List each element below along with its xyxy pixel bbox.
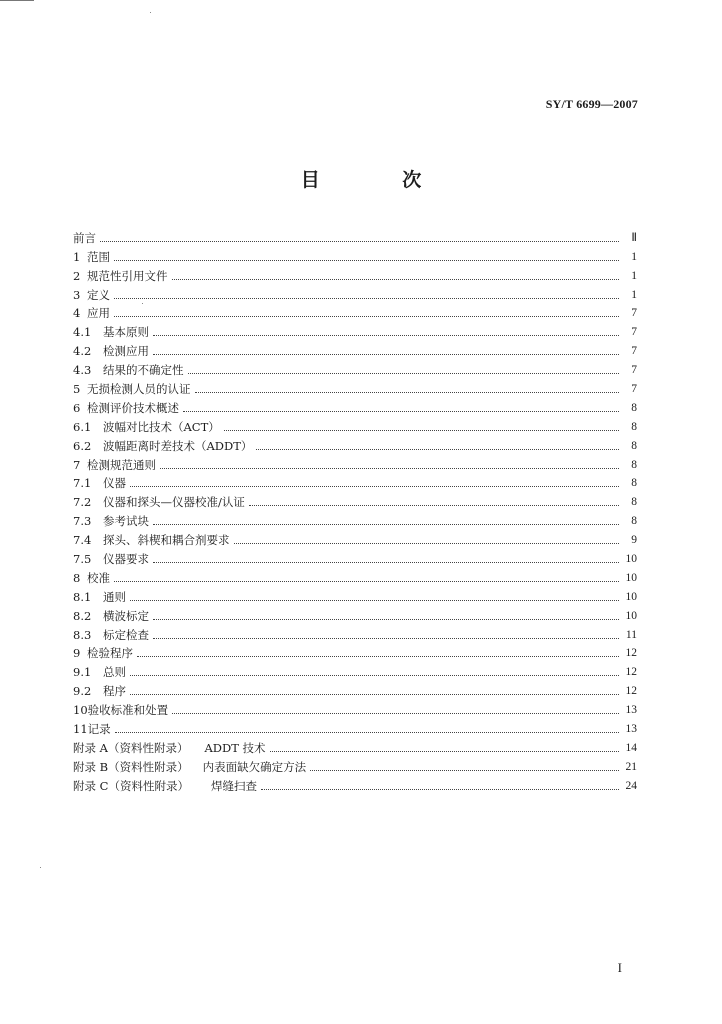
- toc-entry[interactable]: [73, 755, 637, 774]
- toc-entry-page: 7: [631, 326, 637, 339]
- toc-entry-title: 横波标定: [103, 608, 149, 623]
- toc-entry-page: 12: [625, 647, 637, 660]
- toc-leader-dots: [153, 561, 619, 563]
- scan-speck: [150, 12, 151, 13]
- toc-entry[interactable]: [73, 396, 637, 415]
- toc-leader-dots: [310, 769, 619, 771]
- toc-entry[interactable]: [73, 717, 637, 736]
- toc-leader-dots: [114, 259, 619, 261]
- toc-entry-title: 应用: [87, 306, 110, 321]
- toc-entry-page: 11: [625, 628, 637, 641]
- toc-entry-title: 波幅距离时差技术（ADDT）: [103, 438, 253, 453]
- toc-leader-dots: [188, 372, 620, 374]
- toc-entry-page: 8: [631, 496, 637, 509]
- toc-entry-number: 11: [73, 722, 88, 737]
- scan-speck: [40, 867, 41, 868]
- toc-entry-number: 4: [73, 306, 81, 321]
- toc-leader-dots: [130, 693, 619, 695]
- toc-entry[interactable]: [73, 509, 637, 528]
- toc-entry-number: 6.2: [73, 438, 92, 453]
- toc-entry-title: 仪器和探头—仪器校准/认证: [103, 495, 245, 510]
- toc-entry[interactable]: [73, 585, 637, 604]
- toc-entry-page: 1: [631, 269, 637, 282]
- page-title: 目 次: [300, 169, 460, 191]
- toc-entry-title: 无损检测人员的认证: [87, 382, 191, 397]
- toc-entry-title: 检验程序: [87, 646, 133, 661]
- toc-entry[interactable]: [73, 623, 637, 642]
- toc-entry-number: 5: [73, 382, 81, 397]
- toc-leader-dots: [249, 504, 619, 506]
- toc-entry-number: 9.2: [73, 684, 92, 699]
- toc-entry-page: 10: [625, 609, 637, 622]
- toc-leader-dots: [224, 429, 619, 431]
- toc-leader-dots: [114, 580, 619, 582]
- toc-leader-dots: [130, 599, 619, 601]
- toc-entry[interactable]: [73, 377, 637, 396]
- toc-entry-page: 7: [631, 364, 637, 377]
- toc-entry[interactable]: [73, 528, 637, 547]
- toc-entry-title: 范围: [87, 249, 110, 264]
- toc-entry-number: 7.1: [73, 476, 92, 491]
- toc-leader-dots: [153, 353, 619, 355]
- toc-entry-title: 基本原则: [103, 325, 149, 340]
- toc-entry-page: 8: [631, 439, 637, 452]
- toc-leader-dots: [130, 674, 619, 676]
- toc-entry[interactable]: [73, 358, 637, 377]
- toc-leader-dots: [172, 278, 620, 280]
- toc-entry-page: 13: [625, 723, 637, 736]
- toc-entry-page: 14: [625, 741, 637, 754]
- toc-entry[interactable]: [73, 339, 637, 358]
- toc-entry-number: 9: [73, 646, 81, 661]
- toc-entry-number: 7.2: [73, 495, 92, 510]
- toc-entry-title: 仪器: [103, 476, 126, 491]
- toc-entry[interactable]: [73, 434, 637, 453]
- toc-entry-number: 1: [73, 249, 81, 264]
- toc-entry-number: 7.5: [73, 552, 92, 567]
- table-of-contents: [73, 226, 637, 793]
- toc-entry-title: ADDT 技术: [204, 740, 266, 755]
- toc-leader-dots: [153, 334, 619, 336]
- toc-entry-page: 7: [631, 383, 637, 396]
- toc-entry-number: 附录 C（资料性附录）: [73, 778, 189, 793]
- page-number: I: [617, 960, 622, 975]
- toc-entry-page: 21: [625, 760, 637, 773]
- toc-leader-dots: [270, 750, 619, 752]
- toc-entry[interactable]: [73, 698, 637, 717]
- toc-entry[interactable]: [73, 453, 637, 472]
- toc-entry-number: 8: [73, 570, 81, 585]
- toc-entry[interactable]: [73, 660, 637, 679]
- toc-entry-title: 仪器要求: [103, 552, 149, 567]
- toc-entry-title: 规范性引用文件: [87, 268, 168, 283]
- toc-entry-page: 12: [625, 685, 637, 698]
- toc-leader-dots: [195, 391, 620, 393]
- toc-leader-dots: [100, 240, 619, 242]
- toc-leader-dots: [153, 523, 619, 525]
- toc-leader-dots: [256, 448, 619, 450]
- toc-entry-number: 附录 B（资料性附录）: [73, 759, 189, 774]
- toc-entry-title: 程序: [103, 684, 126, 699]
- toc-entry-number: 4.2: [73, 344, 92, 359]
- toc-entry[interactable]: [73, 264, 637, 283]
- toc-entry-page: 8: [631, 477, 637, 490]
- standard-number: SY/T 6699—2007: [545, 97, 638, 111]
- toc-entry-number: 6.1: [73, 419, 92, 434]
- toc-entry-title: 校准: [87, 570, 110, 585]
- toc-entry-number: 7.4: [73, 533, 92, 548]
- toc-entry[interactable]: [73, 547, 637, 566]
- toc-entry-number: 8.2: [73, 608, 92, 623]
- toc-entry-title: 通则: [103, 589, 126, 604]
- toc-entry-page: 10: [625, 553, 637, 566]
- toc-leader-dots: [137, 655, 619, 657]
- toc-entry[interactable]: [73, 320, 637, 339]
- toc-entry-title: 定义: [87, 287, 110, 302]
- toc-entry-page: 10: [625, 571, 637, 584]
- toc-entry-page: 1: [631, 250, 637, 263]
- toc-entry[interactable]: [73, 302, 637, 321]
- toc-entry-title: 内表面缺欠确定方法: [202, 759, 307, 774]
- toc-entry[interactable]: [73, 283, 637, 302]
- toc-entry[interactable]: [73, 774, 637, 793]
- toc-leader-dots: [160, 467, 619, 469]
- toc-entry[interactable]: [73, 679, 637, 698]
- toc-leader-dots: [261, 788, 619, 790]
- toc-leader-dots: [153, 618, 619, 620]
- toc-entry[interactable]: [73, 566, 637, 585]
- toc-entry-number: 8.1: [73, 589, 92, 604]
- toc-entry-title: 检测评价技术概述: [87, 400, 179, 415]
- toc-entry[interactable]: [73, 415, 637, 434]
- toc-entry-number: 附录 A（资料性附录）: [73, 740, 189, 755]
- toc-entry-page: 24: [625, 779, 637, 792]
- toc-entry-page: Ⅱ: [631, 231, 637, 244]
- toc-entry-page: 8: [631, 401, 637, 414]
- toc-entry-number: 8.3: [73, 627, 92, 642]
- toc-entry-title: 标定检查: [103, 627, 149, 642]
- toc-entry-number: 4.3: [73, 363, 92, 378]
- toc-entry-page: 8: [631, 515, 637, 528]
- toc-leader-dots: [115, 731, 619, 733]
- toc-leader-dots: [153, 637, 619, 639]
- toc-entry-page: 9: [631, 534, 637, 547]
- toc-entry[interactable]: [73, 245, 637, 264]
- toc-entry-page: 12: [625, 666, 637, 679]
- toc-entry-title: 探头、斜楔和耦合剂要求: [103, 533, 230, 548]
- toc-entry-title: 记录: [87, 722, 111, 737]
- toc-entry[interactable]: [73, 226, 637, 245]
- toc-entry[interactable]: [73, 736, 637, 755]
- toc-entry-number: 7.3: [73, 514, 92, 529]
- toc-entry-title: 结果的不确定性: [103, 363, 184, 378]
- toc-entry-number: 2: [73, 268, 81, 283]
- toc-entry-page: 10: [625, 590, 637, 603]
- toc-leader-dots: [172, 712, 619, 714]
- toc-entry-number: 7: [73, 457, 81, 472]
- toc-entry-page: 8: [631, 458, 637, 471]
- toc-entry-title: 检测应用: [103, 344, 149, 359]
- toc-leader-dots: [183, 410, 619, 412]
- toc-entry-title: 前言: [73, 230, 96, 245]
- toc-entry-title: 焊缝扫查: [210, 778, 257, 793]
- toc-entry-title: 波幅对比技术（ACT）: [103, 419, 220, 434]
- toc-entry-page: 8: [631, 420, 637, 433]
- toc-entry[interactable]: [73, 642, 637, 661]
- toc-entry[interactable]: [73, 472, 637, 491]
- toc-entry-title: 总则: [103, 665, 126, 680]
- toc-leader-dots: [114, 315, 619, 317]
- toc-entry-title: 检测规范通则: [87, 457, 156, 472]
- scan-corner-mark: [0, 0, 34, 1]
- toc-leader-dots: [130, 485, 619, 487]
- toc-entry-page: 7: [631, 345, 637, 358]
- toc-entry-number: 3: [73, 287, 81, 302]
- toc-entry-page: 13: [625, 704, 637, 717]
- toc-entry-number: 9.1: [73, 665, 92, 680]
- toc-entry[interactable]: [73, 490, 637, 509]
- toc-entry-number: 6: [73, 400, 81, 415]
- toc-leader-dots: [114, 297, 619, 299]
- toc-entry-page: 7: [631, 307, 637, 320]
- toc-entry-title: 验收标准和处置: [87, 703, 169, 718]
- toc-entry-number: 10: [73, 703, 88, 718]
- toc-entry-number: 4.1: [73, 325, 92, 340]
- toc-entry[interactable]: [73, 604, 637, 623]
- toc-leader-dots: [234, 542, 620, 544]
- toc-entry-page: 1: [631, 288, 637, 301]
- toc-entry-title: 参考试块: [103, 514, 149, 529]
